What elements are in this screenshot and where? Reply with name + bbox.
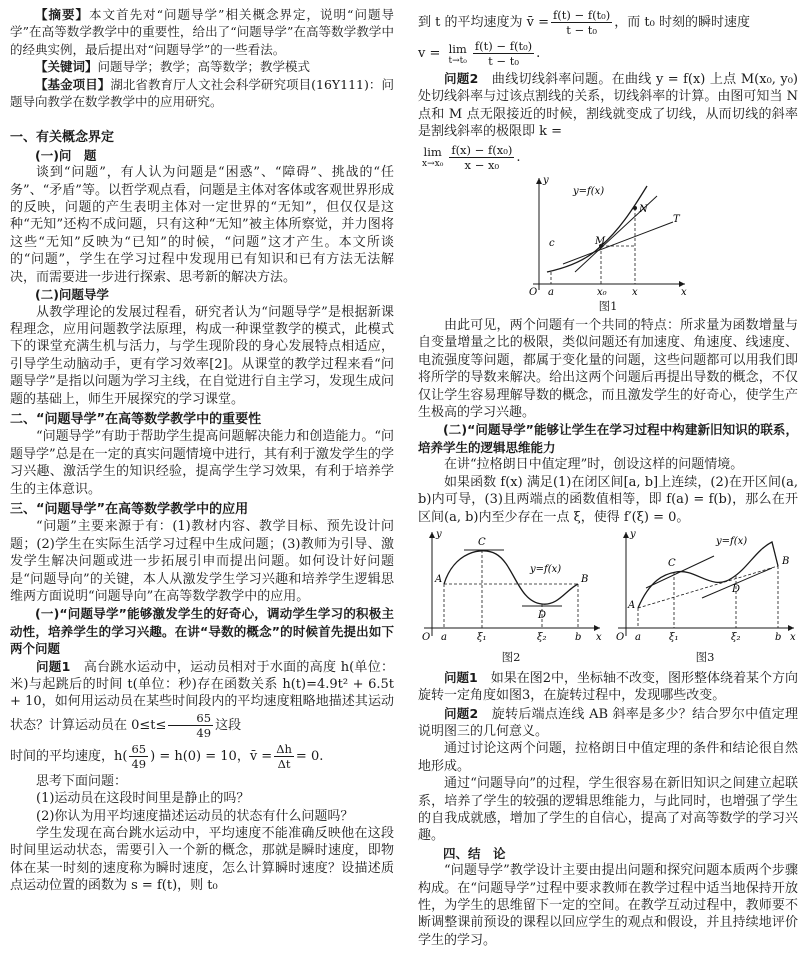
avg-velocity-denominator: t − t₀	[566, 23, 598, 37]
fund	[10, 76, 394, 111]
fig3-y-label: y	[630, 528, 636, 540]
think-intro: 思考下面问题：	[36, 773, 128, 789]
avg-velocity-line	[418, 8, 798, 37]
fig1-point-n	[633, 206, 637, 210]
fig3-curve	[638, 542, 778, 608]
fig3-y-arrow	[623, 532, 629, 538]
section-2-heading: 二、“问题导学”在高等数学教学中的重要性	[10, 411, 262, 427]
question-3-text: 如果在图2中，坐标轴不改变，图形整体绕着某个方向旋转一定角度如图3，在旋转过程中，发现哪些改变。	[418, 670, 798, 704]
fig2-d-label: D	[538, 609, 547, 621]
fig2-x-arrow	[594, 625, 600, 631]
fig2-xi1-label: ξ₁	[477, 631, 487, 643]
section-1-heading: 一、有关概念界定	[10, 130, 115, 146]
paragraph-6: 由此可见，两个问题有一个共同的特点：所求量为函数增量与自变量增量之比的极限，类似问题还有加速度、角速度、线速度、电流强度等问题，都属于变化量的问题，这些问题都可以用我们即将所学的导数来解决。给出这两个问题后再提出导数的概念，不仅仅让学生容易理解导数的概念，而且激发学生的好奇心，使学生产生极高的学习兴趣。	[418, 318, 798, 421]
keywords-text: 问题导学；教学；高等数学；教学模式	[97, 59, 311, 75]
think-item-1: (1)运动员在这段时间里是静止的吗？	[36, 791, 250, 807]
slope-limit-line	[418, 143, 798, 172]
figure-2-3-row	[418, 528, 798, 669]
fraction-numerator-b: 65	[131, 741, 147, 756]
slope-end: .	[516, 149, 521, 165]
fig3-tangent-c	[646, 556, 714, 588]
r1-text-b: ，而 t₀ 时刻的瞬时速度	[614, 15, 750, 30]
section-3a-heading: (一)“问题导学”能够激发学生的好奇心，调动学生学习的积极主动性，培养学生的学习兴趣。在讲“导数的概念”的时候首先提出如下两个问题	[10, 606, 394, 657]
figure-3-caption: 图3	[695, 650, 715, 665]
abstract	[10, 6, 394, 58]
question-1	[10, 658, 394, 740]
fig3-a-label: a	[635, 631, 641, 643]
paragraph-3: “问题导学”有助于帮助学生提高问题解决能力和创造能力。“问题导学”总是在一定的真实问题情境中进行，其有利于激发学生的学习兴趣、激活学生的知识经验，提高学生学习效果，有利于培养学生的主体意识。	[10, 429, 394, 497]
question-3-label: 问题1	[444, 669, 478, 685]
paragraph-8: 如果函数 f(x) 满足(1)在闭区间[a, b]上连续，(2)在开区间(a, b)内可导，(3)且两端点的函数值相等，即 f(a) = f(b)，那么在开区间(a, b)内至少存在一点 ξ，使得 f′(ξ) = 0。	[418, 474, 798, 525]
fig1-x-label: x	[632, 286, 638, 298]
r2-end: .	[536, 46, 541, 61]
avg-velocity-fraction	[551, 8, 612, 37]
abstract-text: 本文首先对“问题导学”相关概念界定，说明“问题导学”在高等数学教学中的重要性，给出了“问题导学”在高等数学教学中的经典实例，最后提出对“问题导学”的一些看法。	[10, 7, 394, 57]
figure-1-diagram	[523, 174, 693, 298]
fig2-b-point-label: B	[581, 573, 589, 585]
keywords	[10, 58, 394, 75]
question-2	[418, 70, 798, 141]
abstract-block	[10, 6, 394, 110]
fig3-b-label: b	[775, 631, 782, 643]
r1-text-a: 到 t 的平均速度为	[418, 15, 523, 30]
q1-vbar: v̄ =	[249, 748, 273, 764]
fig1-n-label: N	[639, 203, 648, 215]
q1-line2-b: = h(0) = 10，	[159, 748, 250, 764]
left-column	[10, 6, 394, 895]
section-3-heading: 三、“问题导学”在高等数学教学中的应用	[10, 501, 249, 517]
question-2-text: 曲线切线斜率问题。在曲线 y = f(x) 上点 M(x₀, y₀) 处切线斜率与过该点割线的关系，切线斜率的计算。由图可知当 N 点和 M 点无限接近的时候，割线就变成了切线，从而切线的斜率是割线斜率的极限即 k =	[418, 72, 798, 140]
fig1-y-arrow	[536, 178, 542, 184]
fig2-c-label: C	[478, 536, 486, 548]
fig1-a-label: a	[548, 286, 554, 298]
question-3	[418, 669, 798, 705]
slope-limit-subscript: x→x₀	[422, 159, 444, 170]
fig3-xi1-label: ξ₁	[669, 631, 679, 643]
fig3-x-arrow	[788, 625, 794, 631]
paragraph-1: 谈到“问题”，有人认为问题是“困惑”、“障碍”、挑战的“任务”、“矛盾”等。以哲学观点看，问题是主体对客体或客观世界形成的反映，问题的产生表明主体对一定世界的“无知”，但仅仅是这种“无知”还构不成问题，只有这种“无知”被主体所察觉，并力图将这些“无知”反映为“已知”的时候，“问题”这才产生。本文所谈的“问题”，学生在学习过程中发现用已有知识和已有方法无法解决，而需要进一步进行探索、思考新的解决方法。	[10, 165, 394, 285]
fig3-o-label: O	[616, 631, 625, 643]
fraction-65-49-b	[129, 742, 148, 771]
limit-subscript: t→t₀	[448, 55, 467, 66]
section-4-heading: 四、结 论	[443, 845, 506, 861]
fig1-curve	[547, 186, 647, 272]
fraction-denominator: 49	[196, 725, 212, 740]
fund-text: 湖北省教育厅人文社会科学研究项目(16Y111)：问题导向教学在数学教学中的应用研究。	[10, 76, 394, 110]
fund-label: 【基金项目】	[35, 76, 111, 92]
figure-3	[612, 528, 798, 669]
section-1b-heading: (二)问题导学	[35, 287, 109, 303]
question-4-label: 问题2	[444, 705, 479, 721]
right-column	[418, 6, 798, 949]
q1-line2-a: 时间的平均速度，h	[10, 748, 123, 764]
paragraph-10: 通过“问题导向”的过程，学生很容易在新旧知识之间建立起联系，培养了学生的较强的逻辑思维能力，与此同时，也增强了学生的自我成就感，增加了学生的自信心，提高了对高等数学的学习兴趣。	[418, 776, 798, 844]
fig1-xaxis-label: x	[681, 286, 687, 298]
fig2-y-arrow	[429, 532, 435, 538]
figure-1-caption: 图1	[598, 298, 618, 313]
fig1-x0-label: x₀	[597, 286, 607, 298]
fig2-y-label: y	[436, 528, 442, 540]
question-4	[418, 705, 798, 741]
fig3-c-label: C	[668, 557, 676, 569]
paragraph-11: “问题导学”教学设计主要由提出问题和探究问题本质两个步骤构成。在“问题导学”过程中要求教师在教学过程中适当地保持开放性，为学生的思维留下一定的空间。在教学互动过程中，教师要不断调整课前预设的课程以回应学生的观点和假设，并且持续地评价学生的学习。	[418, 863, 798, 948]
figure-2-diagram	[418, 528, 604, 644]
slope-numerator: f(x) − f(x₀)	[451, 142, 513, 157]
r1-vbar: v̄ =	[526, 15, 550, 30]
fig2-a-point-label: A	[435, 573, 443, 585]
fraction-dh-dt	[274, 742, 294, 771]
limit-operator	[447, 42, 469, 66]
slope-limit-word: lim	[423, 145, 442, 160]
paragraph-7: 在讲“拉格朗日中值定理”时，创设这样的问题情境。	[444, 457, 744, 473]
keywords-label: 【关键词】	[35, 59, 98, 75]
fraction-dh: Δh	[276, 741, 292, 756]
fig1-t-label: T	[673, 213, 680, 225]
fig3-b-point-label: B	[782, 555, 790, 567]
abstract-label: 【摘要】	[35, 7, 90, 22]
fig3-x-label: x	[790, 631, 796, 643]
fraction-denominator-b: 49	[131, 756, 147, 771]
paragraph-9: 通过讨论这两个问题，拉格朗日中值定理的条件和结论很自然地形成。	[418, 741, 798, 774]
fig1-y-label: y	[543, 174, 549, 186]
fig3-xi2-label: ξ₂	[731, 631, 741, 643]
think-item-2: (2)你认为用平均速度描述运动员的状态有什么问题吗？	[36, 808, 354, 824]
question-4-text: 旋转后端点连线 AB 斜率是多少？结合罗尔中值定理说明图三的几何意义。	[418, 706, 798, 739]
fig1-fx-label: y=f(x)	[573, 185, 605, 197]
fig3-fx-label: y=f(x)	[716, 535, 748, 547]
limit-word: lim	[448, 41, 467, 56]
paragraph-4: “问题”主要来源于有：(1)教材内容、教学目标、预先设计问题；(2)学生在实际生活学习过程中生成问题；(3)教师为引导、激发学生解决问题或进一步拓展引申而提出问题。如何设计好问题是“问题导向”的关键，本人从激发学生学习兴趣和培养学生逻辑思维两方面说明“问题导向”在高等数学教学中的应用。	[10, 519, 394, 604]
fig2-x-label: x	[596, 631, 602, 643]
question-2-label: 问题2	[444, 71, 479, 86]
fig2-b-label: b	[575, 631, 582, 643]
fig1-m-label: M	[595, 235, 606, 247]
fig2-a-label: a	[441, 631, 447, 643]
fig2-fx-label: y=f(x)	[530, 563, 562, 575]
figure-3-diagram	[612, 528, 798, 644]
question-1-label: 问题1	[36, 658, 71, 674]
fraction-dt: Δt	[277, 756, 291, 771]
question-1-text-b: 这段	[215, 717, 242, 733]
section-1a-heading: (一)问 题	[35, 147, 97, 163]
slope-limit-operator	[420, 145, 445, 169]
instant-velocity-line	[418, 39, 798, 68]
instant-velocity-numerator: f(t) − f(t₀)	[474, 39, 533, 53]
question-1-line-2: 时间的平均速度，h( $\frac{65}{49}$ ) = h(0) = 10，v̄ = $\frac{\Delta h}{\Delta t}$ = 0.	[10, 741, 324, 771]
fraction-65-49	[168, 711, 213, 740]
fig2-curve	[444, 551, 578, 604]
fig3-ab-chord	[638, 566, 778, 608]
fig1-c-label: c	[549, 237, 555, 249]
fig3-d-label: D	[732, 583, 741, 595]
paragraph-5: 学生发现在高台跳水运动中，平均速度不能准确反映他在这段时间里运动状态，需要引入一个新的概念，那就是瞬时速度，即物体在某一时刻的速度称为瞬时速度，怎么计算瞬时速度？设描述质点运动位置的函数为 s = f(t)，则 t₀	[10, 826, 394, 894]
fig1-o-label: O	[529, 286, 538, 298]
avg-velocity-numerator: f(t) − f(t₀)	[553, 8, 611, 22]
instant-velocity-denominator: t − t₀	[488, 54, 519, 68]
slope-fraction	[449, 143, 514, 172]
r2-v: v =	[418, 46, 441, 61]
fig2-xi2-label: ξ₂	[537, 631, 547, 643]
fig3-a-point-label: A	[628, 599, 636, 611]
question-1-text-a: 高台跳水运动中，运动员相对于水面的高度 h(单位：米)与起跳后的时间 t(单位：秒)存在函数关系 h(t)=4.9t² + 6.5t + 10，如何用运动员在某些时间段内的平均速度粗略地描述其运动状态？计算运动员在 0≤t≤	[10, 659, 394, 733]
fraction-numerator: 65	[168, 711, 213, 726]
slope-denominator: x − x₀	[464, 157, 500, 172]
fig2-o-label: O	[422, 631, 431, 643]
figure-2-caption: 图2	[501, 650, 521, 665]
paragraph-2: 从教学理论的发展过程看，研究者认为“问题导学”是根据新课程理念，应用问题教学法原理，构成一种课堂教学的模式，此模式下的课堂充满生机与活力，与学生现阶段的身心发展特点相适应，引导学生动脑动手，更有学习效率[2]。从课堂的教学过程来看“问题导学”是指以问题为学习主线，在自觉进行自主学习，发现生成问题的基础上，师生开展探究的学习课堂。	[10, 304, 394, 407]
section-3b-heading: (二)“问题导学”能够让学生在学习过程中构建新旧知识的联系，培养学生的逻辑思维能力	[418, 422, 798, 455]
q1-zero: = 0.	[295, 748, 324, 764]
figure-2	[418, 528, 604, 669]
instant-velocity-fraction	[473, 39, 534, 68]
